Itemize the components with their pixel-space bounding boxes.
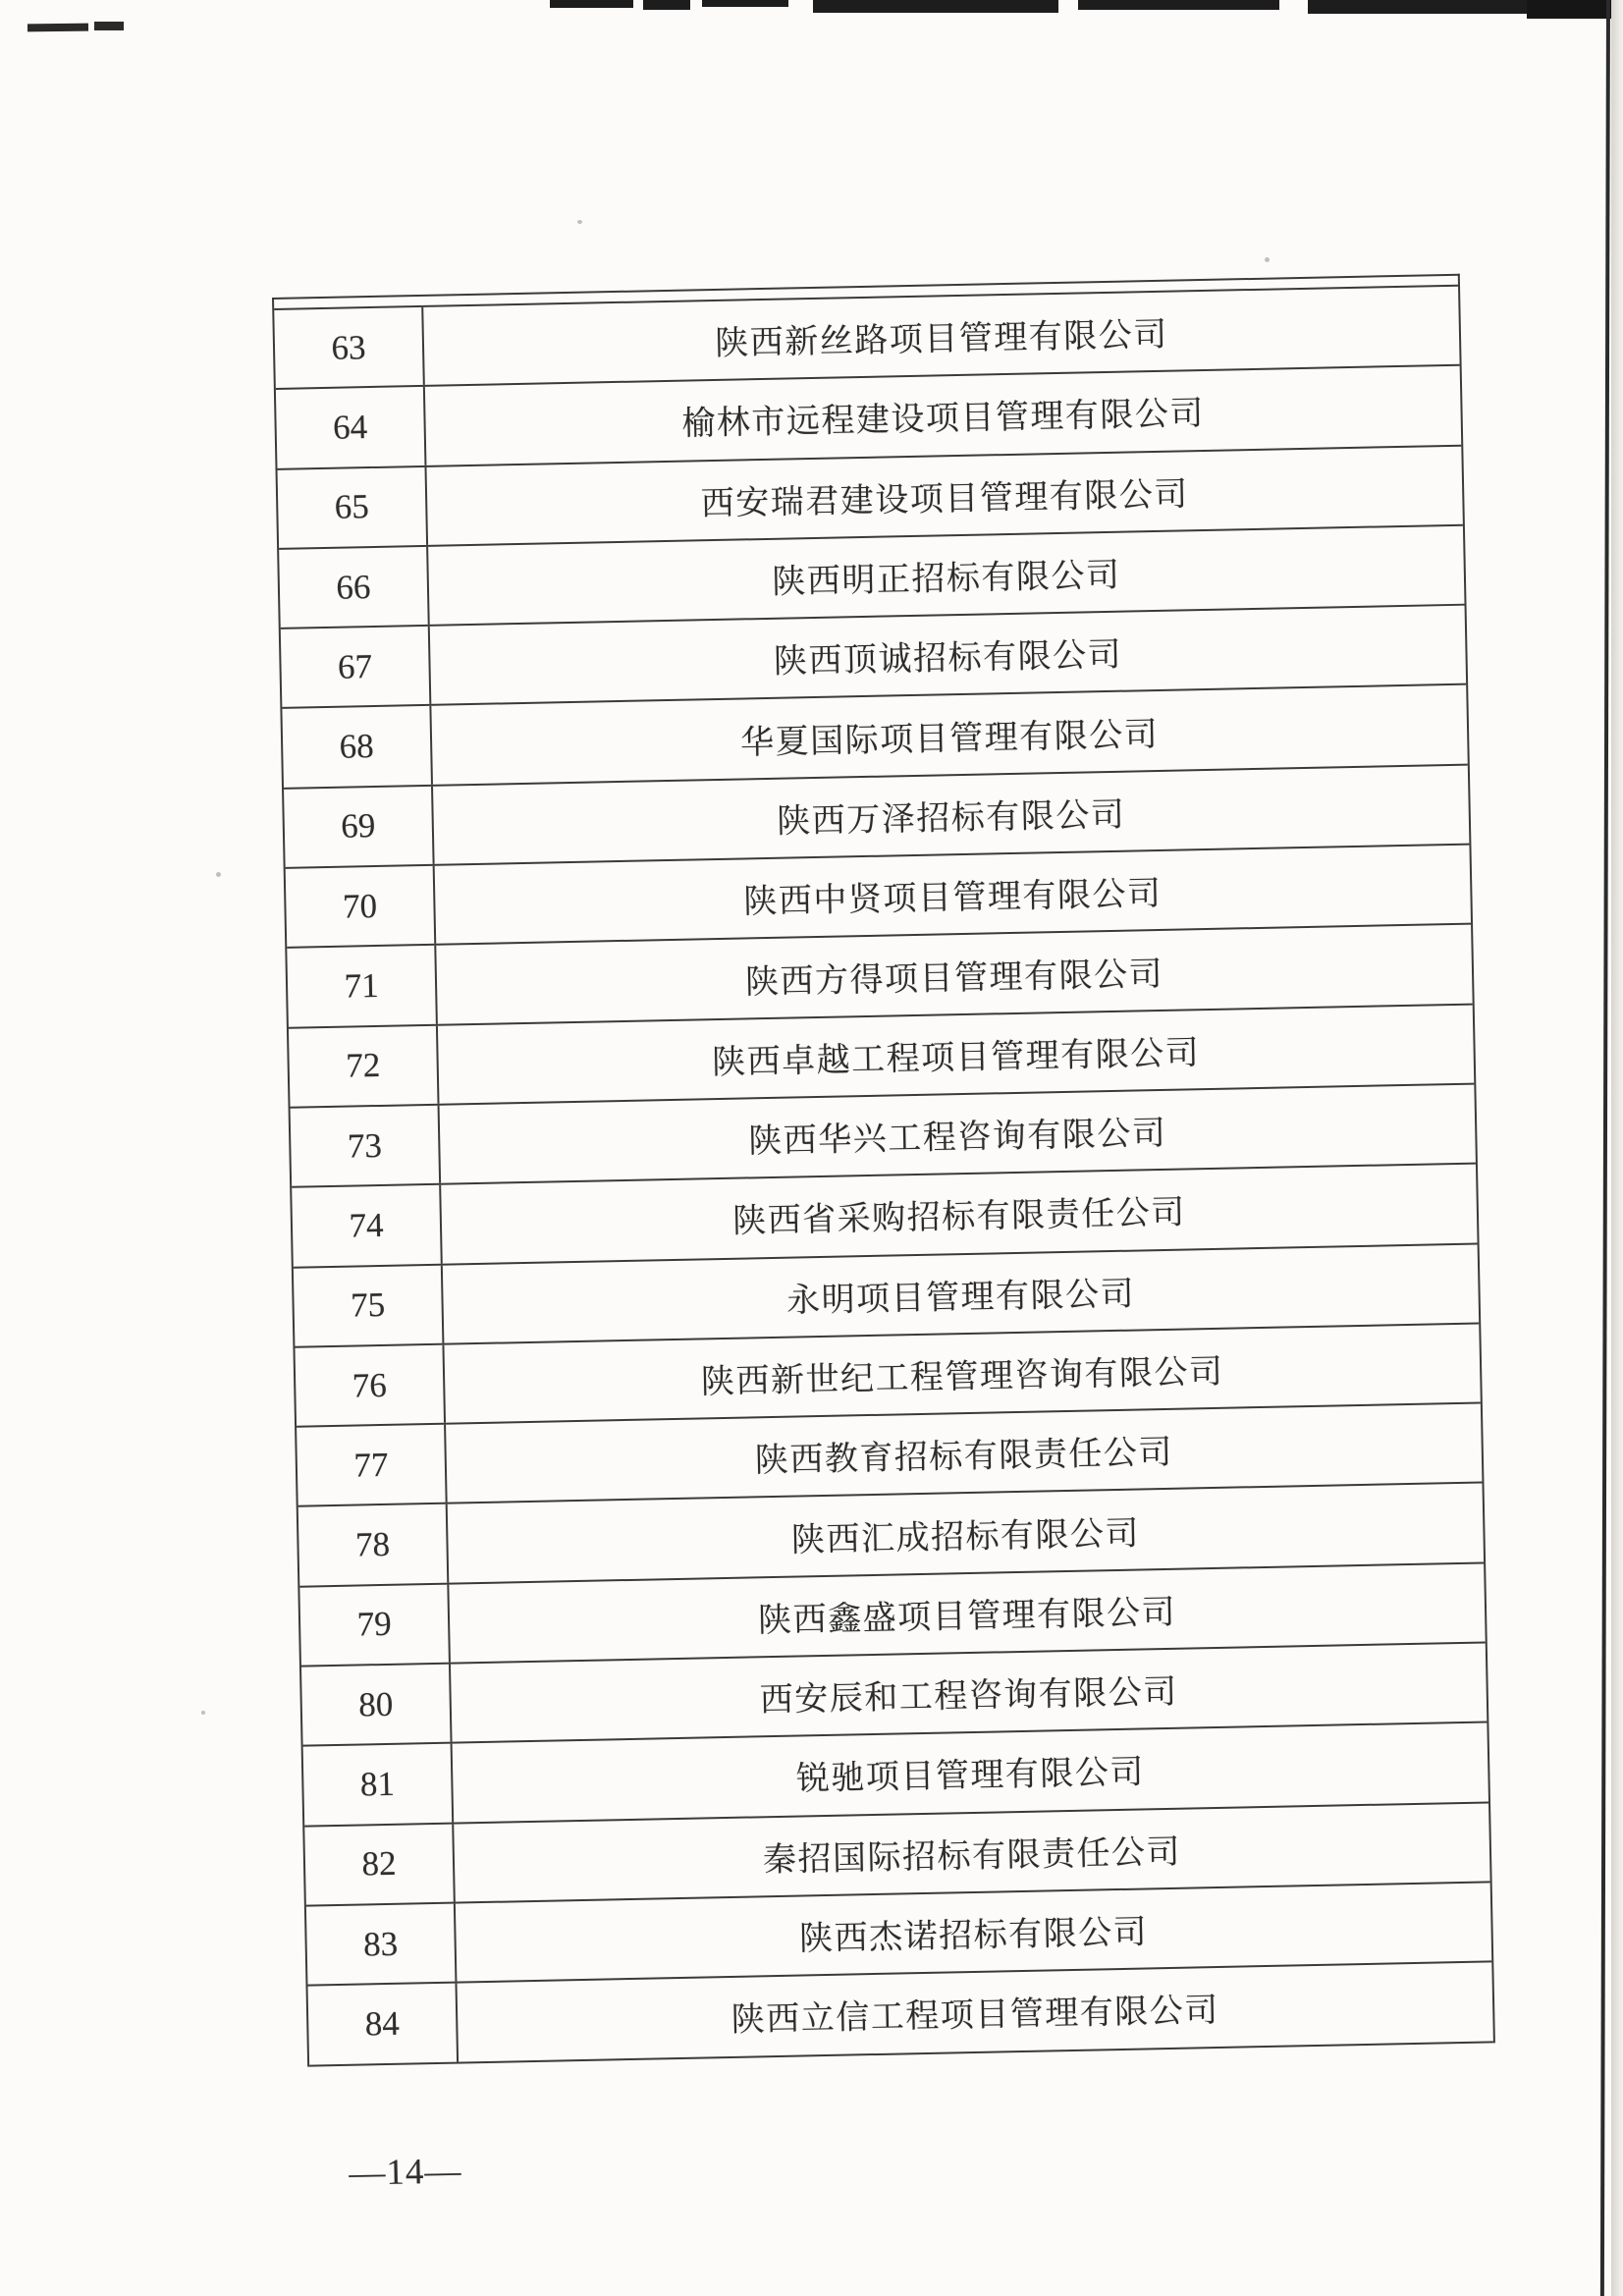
company-name-cell: 陕西明正招标有限公司 <box>772 557 1121 601</box>
scan-artifact-top-edge <box>702 0 788 7</box>
row-number-cell: 63 <box>274 307 425 388</box>
row-number-cell: 78 <box>298 1504 450 1585</box>
scan-speck <box>577 220 582 224</box>
row-number-cell: 68 <box>282 706 433 787</box>
row-number-cell: 69 <box>284 787 435 867</box>
row-number-cell: 67 <box>281 627 432 707</box>
scan-speck <box>216 872 221 877</box>
row-number-cell: 66 <box>279 547 430 628</box>
scan-artifact-top-edge <box>813 0 1058 13</box>
row-number-cell: 64 <box>276 387 427 467</box>
company-name-cell: 陕西省采购招标有限责任公司 <box>731 1194 1187 1241</box>
company-name-cell: 锐驰项目管理有限公司 <box>795 1754 1146 1799</box>
scan-speck <box>1265 257 1270 262</box>
company-name-cell: 西安瑞君建设项目管理有限公司 <box>700 476 1190 523</box>
company-name-cell: 陕西卓越工程项目管理有限公司 <box>711 1035 1201 1081</box>
row-number-cell: 74 <box>292 1185 443 1266</box>
company-name-cell: 陕西教育招标有限责任公司 <box>754 1435 1174 1480</box>
scan-speck <box>201 1711 205 1715</box>
row-number-cell: 80 <box>301 1665 453 1745</box>
row-number-cell: 77 <box>297 1425 448 1505</box>
scan-artifact-top-left-dash <box>27 24 88 32</box>
company-name-cell: 陕西华兴工程咨询有限公司 <box>747 1115 1167 1161</box>
row-number-cell: 65 <box>278 466 429 547</box>
row-number-cell: 73 <box>291 1106 442 1186</box>
row-number-cell: 75 <box>294 1265 445 1345</box>
company-name-cell: 陕西顶诚招标有限公司 <box>773 637 1123 682</box>
company-name-cell: 永明项目管理有限公司 <box>785 1276 1136 1320</box>
scan-artifact-binding-edge-line <box>1600 0 1610 2296</box>
company-name-cell: 陕西万泽招标有限公司 <box>776 796 1126 841</box>
company-name-cell: 陕西方得项目管理有限公司 <box>744 956 1164 1001</box>
scan-artifact-top-edge <box>1078 0 1279 10</box>
row-number-cell: 79 <box>299 1584 451 1665</box>
company-name-cell: 陕西新世纪工程管理咨询有限公司 <box>700 1353 1224 1401</box>
page-number: —14— <box>348 2151 462 2194</box>
scan-artifact-right-shade <box>1611 0 1623 2296</box>
row-number-cell: 84 <box>308 1984 460 2064</box>
document-content <box>272 274 1499 2262</box>
company-name-cell: 秦招国际招标有限责任公司 <box>762 1833 1182 1880</box>
scan-artifact-top-left-dash <box>94 22 124 30</box>
company-name-cell: 陕西鑫盛项目管理有限公司 <box>757 1594 1177 1640</box>
row-number-cell: 81 <box>303 1744 455 1825</box>
row-number-cell: 71 <box>287 946 438 1026</box>
row-number-cell: 72 <box>289 1025 440 1106</box>
company-name-cell: 陕西中贤项目管理有限公司 <box>743 876 1163 921</box>
row-number-cell: 82 <box>304 1824 456 1904</box>
company-name-cell: 华夏国际项目管理有限公司 <box>739 716 1160 762</box>
company-name-cell: 陕西杰诺招标有限公司 <box>798 1914 1149 1958</box>
company-name-cell: 西安辰和工程咨询有限公司 <box>759 1673 1179 1720</box>
company-name-cell: 陕西汇成招标有限公司 <box>790 1515 1141 1559</box>
company-name-cell: 陕西新丝路项目管理有限公司 <box>714 316 1169 363</box>
scan-artifact-top-edge <box>1308 0 1534 14</box>
row-number-cell: 70 <box>286 866 437 947</box>
row-number-cell: 76 <box>295 1345 446 1426</box>
scan-artifact-top-edge <box>550 0 633 8</box>
company-name-cell: 榆林市远程建设项目管理有限公司 <box>681 396 1206 444</box>
company-registry-table <box>272 274 1495 2066</box>
company-name-cell: 陕西立信工程项目管理有限公司 <box>730 1993 1220 2040</box>
scan-artifact-top-edge <box>643 0 690 10</box>
row-number-cell: 83 <box>306 1904 458 1985</box>
